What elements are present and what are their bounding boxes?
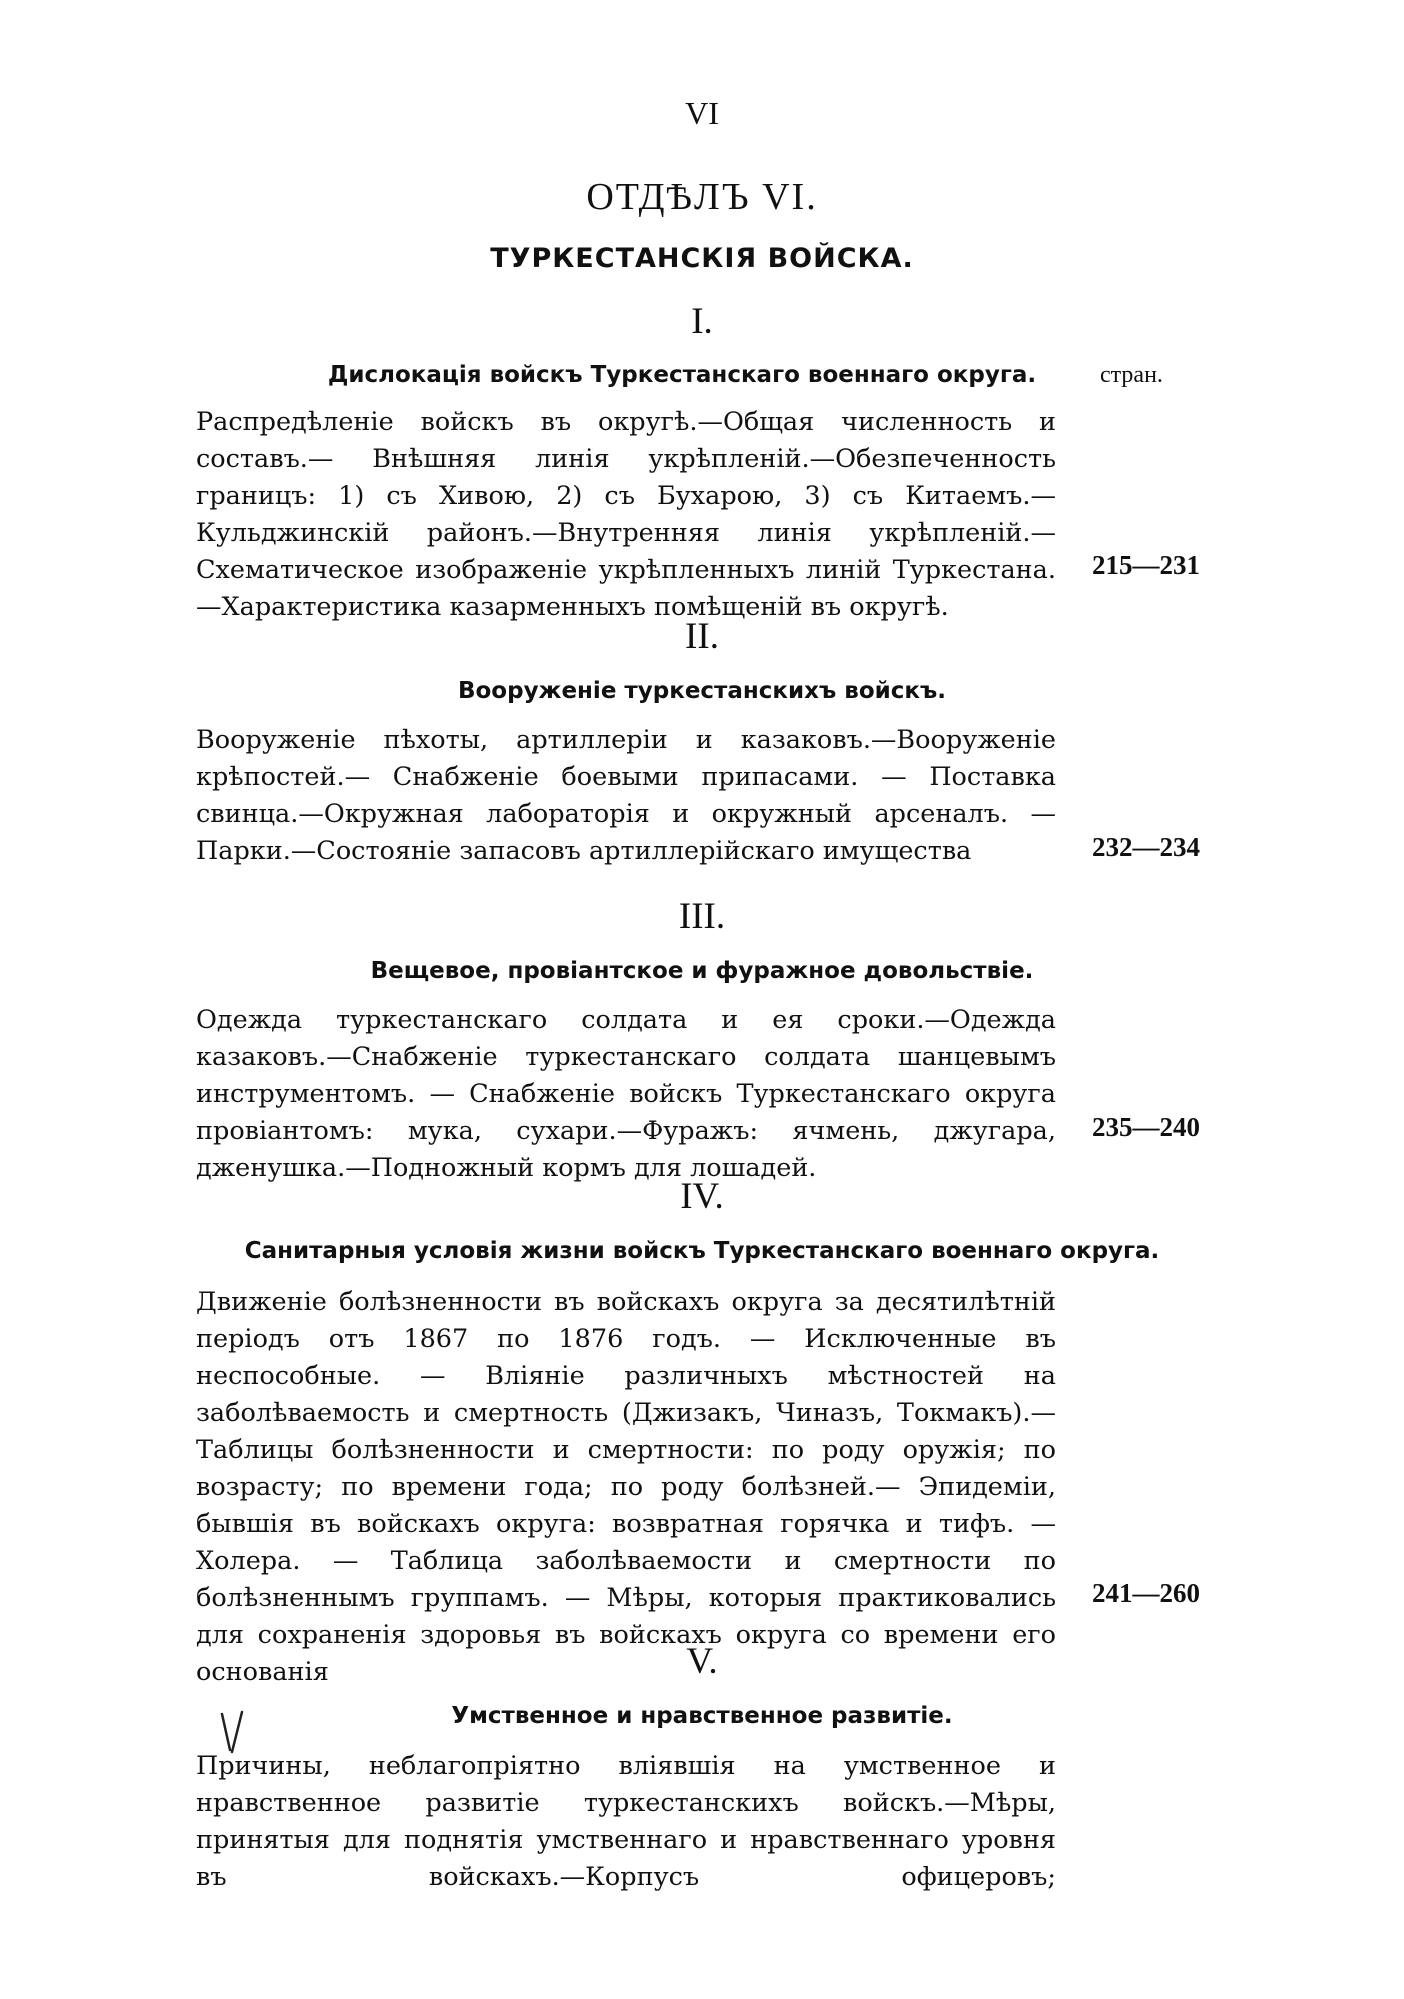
section-5-text: Причины, неблагопріятно вліявшія на умственное и нравственное развитіе туркестанскихъ войскъ.—Мѣры, принятыя для поднятія умственнаго и нравственнаго уровня въ войскахъ.—Корпусъ офицеровъ; [196, 1751, 1056, 1892]
pencil-mark-icon [216, 1710, 256, 1760]
section-2-numeral: II. [685, 616, 719, 657]
section-3-pages: 235—240 [1092, 1112, 1200, 1142]
section-2-title: Вооруженіе туркестанскихъ войскъ. [457, 678, 947, 704]
section-2-text: Вооруженіе пѣхоты, артиллеріи и казаковъ.—Вооруженіе крѣпостей.— Снабженіе боевыми припасами. — Поставка свинца.—Окружная лабораторія и окружный арсеналъ. — Парки.—Состояніе запасовъ артиллерійскаго имущества [196, 725, 1056, 866]
page-number: VI [685, 95, 719, 131]
section-1-title-text: Дислокація войскъ Туркестанскаго военнаго округа. [327, 362, 1037, 388]
section-5-numeral: V. [686, 1641, 718, 1682]
section-1-numeral: I. [691, 301, 713, 342]
section-3-title: Вещевое, провіантское и фуражное довольствіе. [370, 958, 1034, 984]
section-1-title [0, 362, 1404, 388]
section-1-pages: 215—231 [1092, 550, 1200, 580]
section-2-pages: 232—234 [1092, 832, 1200, 862]
section-4-text: Движеніе болѣзненности въ войскахъ округа за десятилѣтній періодъ отъ 1867 по 1876 годъ. — Исключенные въ неспособные. — Вліяніе различныхъ мѣстностей на заболѣваемость и смертность (Джизакъ, Чиназъ, Токмакъ).—Таблицы болѣзненности и смертности: по роду оружія; по возрасту; по времени года; по роду болѣзней.— Эпидеміи, бывшія въ войскахъ округа: возвратная горячка и тифъ. — Холера. — Таблица заболѣваемости и смертности по болѣзненнымъ группамъ. — Мѣры, которыя практиковались для сохраненія здоровья въ войскахъ округа со времени его основанія [196, 1287, 1056, 1687]
department-label: ОТДѢЛЪ VI. [586, 176, 818, 218]
section-4-pages: 241—260 [1092, 1578, 1200, 1608]
section-3-numeral: III. [678, 896, 726, 937]
department-title: ТУРКЕСТАНСКІЯ ВОЙСКА. [490, 243, 914, 274]
section-5-title: Умственное и нравственное развитіе. [451, 1703, 953, 1729]
page-column-label: стран. [1100, 362, 1163, 388]
section-4-title: Санитарныя условія жизни войскъ Туркестанскаго военнаго округа. [244, 1238, 1160, 1264]
section-1-text: Распредѣленіе войскъ въ округѣ.—Общая численность и составъ.— Внѣшняя линія укрѣпленій.—Обезпеченность границъ: 1) съ Хивою, 2) съ Бухарою, 3) съ Китаемъ.—Кульджинскій районъ.—Внутренняя линія укрѣпленій.—Схематическое изображеніе укрѣпленныхъ линій Туркестана.—Характеристика казарменныхъ помѣщеній въ округѣ. [196, 407, 1056, 622]
section-3-text: Одежда туркестанскаго солдата и ея сроки.—Одежда казаковъ.—Снабженіе туркестанскаго солдата шанцевымъ инструментомъ. — Снабженіе войскъ Туркестанскаго округа провіантомъ: мука, сухари.—Фуражъ: ячмень, джугара, дженушка.—Подножный кормъ для лошадей. [196, 1005, 1056, 1183]
section-4-numeral: IV. [680, 1176, 724, 1217]
